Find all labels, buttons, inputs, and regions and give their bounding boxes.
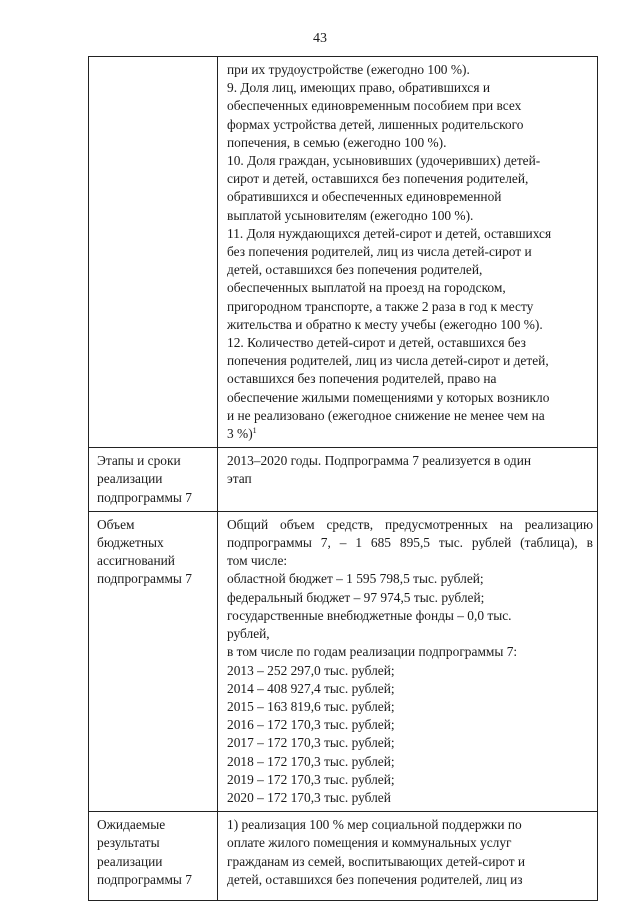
table-row-results xyxy=(89,812,598,901)
label-line: результаты xyxy=(97,835,160,851)
content-line: том числе: xyxy=(227,553,288,569)
content-line: гражданам из семей, воспитывающих детей-сирот и xyxy=(227,853,526,869)
label-line: подпрограммы 7 xyxy=(97,871,192,887)
label-cell-results xyxy=(89,812,218,901)
content-cell-stages xyxy=(218,448,598,512)
content-line: обеспеченных выплатой на проезд на городском, xyxy=(227,280,506,296)
content-line: 2013–2020 годы. Подпрограмма 7 реализуется в один xyxy=(227,453,532,469)
footnote-mark: 1 xyxy=(252,426,257,436)
budget-year-line: 2020 – 172 170,3 тыс. рублей xyxy=(227,789,391,805)
content-line: и не реализовано (ежегодное снижение не менее чем на xyxy=(227,407,545,423)
content-line: 9. Доля лиц, имеющих право, обратившихся и xyxy=(227,80,491,96)
label-line: Объем xyxy=(97,516,135,532)
content-line: оставшихся без попечения родителей, право на xyxy=(227,371,497,387)
label-line: Этапы и сроки xyxy=(97,453,181,469)
content-line: обеспеченных единовременным пособием при всех xyxy=(227,98,522,114)
content-line: этап xyxy=(227,471,252,487)
content-line: попечения родителей, лиц из числа детей-сирот и детей, xyxy=(227,353,549,369)
content-line-last xyxy=(227,425,593,443)
label-line: подпрограммы 7 xyxy=(97,489,192,505)
content-line: 10. Доля граждан, усыновивших (удочеривших) детей- xyxy=(227,153,541,169)
table-row-stages xyxy=(89,448,598,512)
content-line: детей, оставшихся без попечения родителей, xyxy=(227,262,483,278)
content-line: в том числе по годам реализации подпрограммы 7: xyxy=(227,644,518,660)
label-cell-budget xyxy=(89,511,218,811)
content-line: формах устройства детей, лишенных родительского xyxy=(227,116,524,132)
budget-year-line: 2017 – 172 170,3 тыс. рублей; xyxy=(227,735,395,751)
budget-year-line: 2013 – 252 297,0 тыс. рублей; xyxy=(227,662,395,678)
label-cell-empty xyxy=(89,57,218,448)
content-cell-indicators xyxy=(218,57,598,448)
content-line: подпрограммы 7, – 1 685 895,5 тыс. рублей (таблица), в xyxy=(227,535,593,551)
content-line: 11. Доля нуждающихся детей-сирот и детей, оставшихся xyxy=(227,225,552,241)
content-line: государственные внебюджетные фонды – 0,0 тыс. xyxy=(227,607,512,623)
content-line: пригородном транспорте, а также 2 раза в год к месту xyxy=(227,298,534,314)
label-cell-stages xyxy=(89,448,218,512)
budget-year-line: 2015 – 163 819,6 тыс. рублей; xyxy=(227,698,395,714)
table-row-budget xyxy=(89,511,598,811)
content-line: обеспечение жилыми помещениями у которых возникло xyxy=(227,389,550,405)
content-line: оплате жилого помещения и коммунальных услуг xyxy=(227,835,512,851)
budget-year-line: 2018 – 172 170,3 тыс. рублей; xyxy=(227,753,395,769)
content-line: сирот и детей, оставшихся без попечения родителей, xyxy=(227,171,529,187)
content-line-text: 3 %) xyxy=(227,426,253,442)
content-line: рублей, xyxy=(227,626,270,642)
content-line: попечения, в семью (ежегодно 100 %). xyxy=(227,134,447,150)
page-number: 43 xyxy=(313,31,327,46)
subprogram-passport-table xyxy=(88,56,598,901)
label-line: ассигнований xyxy=(97,553,175,569)
content-line: федеральный бюджет – 97 974,5 тыс. рублей; xyxy=(227,589,485,605)
content-line: детей, оставшихся без попечения родителей, лиц из xyxy=(227,871,523,887)
content-line: 1) реализация 100 % мер социальной поддержки по xyxy=(227,817,522,833)
content-line: 12. Количество детей-сирот и детей, оставшихся без xyxy=(227,335,526,351)
content-line: жительства и обратно к месту учебы (ежегодно 100 %). xyxy=(227,316,543,332)
label-line: реализации xyxy=(97,853,163,869)
label-line: бюджетных xyxy=(97,535,164,551)
content-cell-results xyxy=(218,812,598,901)
budget-year-line: 2019 – 172 170,3 тыс. рублей; xyxy=(227,771,395,787)
label-line: Ожидаемые xyxy=(97,817,166,833)
content-cell-budget xyxy=(218,511,598,811)
label-line: подпрограммы 7 xyxy=(97,571,192,587)
label-line: реализации xyxy=(97,471,163,487)
content-line: Общий объем средств, предусмотренных на реализацию xyxy=(227,516,593,532)
content-line: выплатой усыновителям (ежегодно 100 %). xyxy=(227,207,474,223)
budget-year-line: 2014 – 408 927,4 тыс. рублей; xyxy=(227,680,395,696)
table-row-indicators xyxy=(89,57,598,448)
content-line: областной бюджет – 1 595 798,5 тыс. рублей; xyxy=(227,571,484,587)
content-line: без попечения родителей, лиц из числа детей-сирот и xyxy=(227,244,532,260)
content-line: при их трудоустройстве (ежегодно 100 %). xyxy=(227,62,470,77)
content-line: обратившихся и обеспеченных единовременной xyxy=(227,189,502,205)
budget-year-line: 2016 – 172 170,3 тыс. рублей; xyxy=(227,717,395,733)
